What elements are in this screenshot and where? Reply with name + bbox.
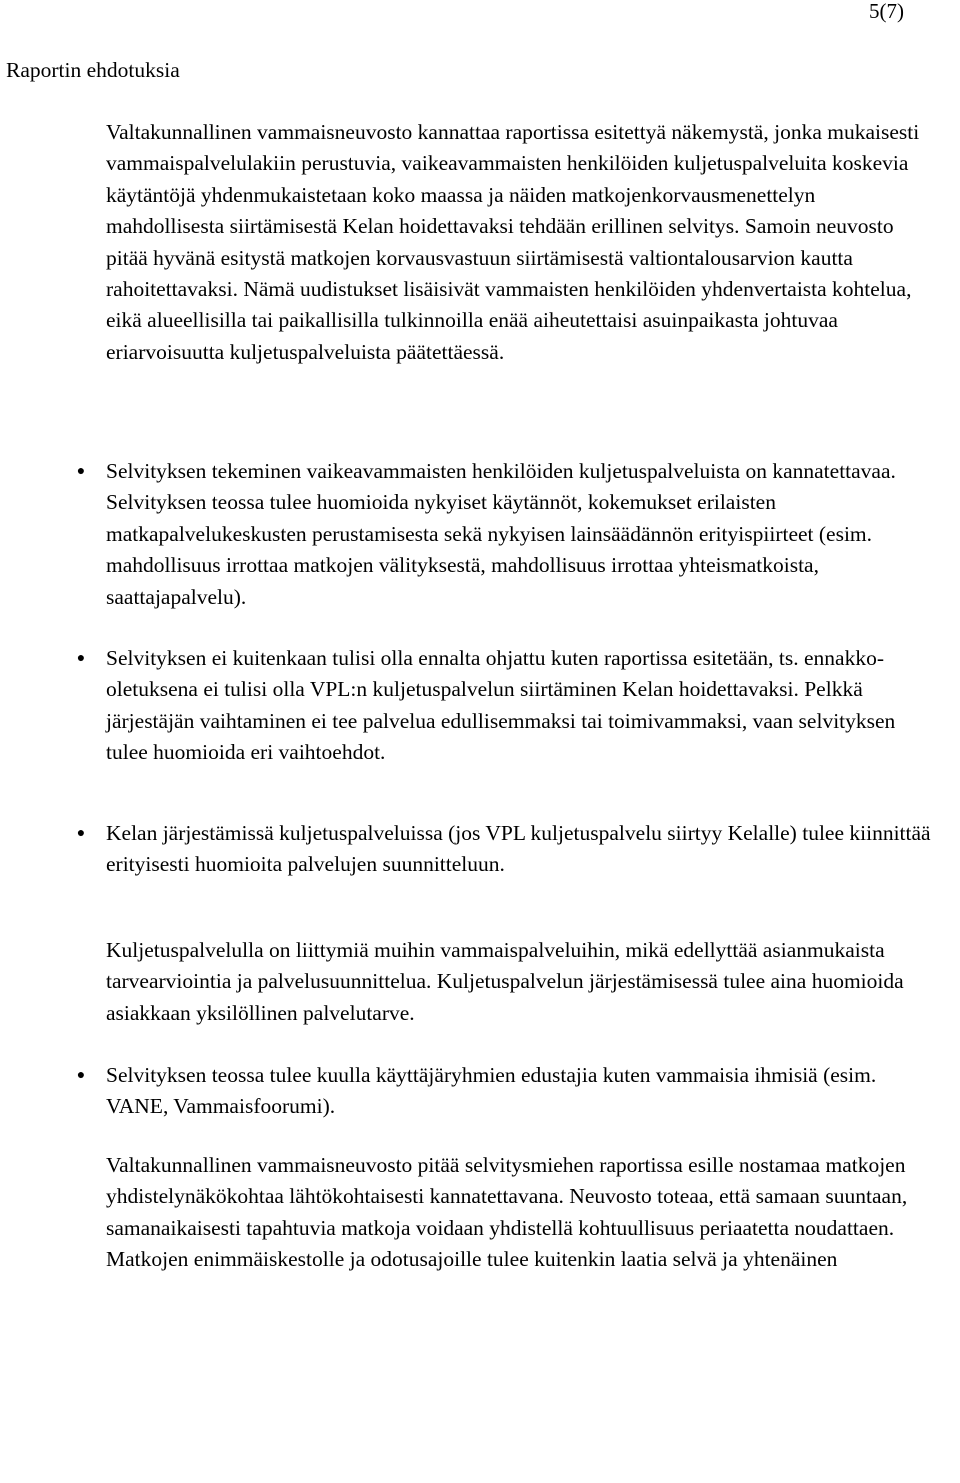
bullet-item-2	[76, 643, 936, 769]
bullet-item-1	[76, 456, 936, 613]
bullet-dot-icon: ●	[76, 1068, 86, 1083]
bullet-item-3	[76, 818, 936, 881]
bullet-text: Kelan järjestämissä kuljetuspalveluissa (jos VPL kuljetuspalvelu siirtyy Kelalle) tulee kiinnittää erityisesti huomioita palvelujen suunnitteluun.	[106, 821, 931, 877]
page-number: 5(7)	[869, 0, 904, 23]
paragraph-3: Valtakunnallinen vammaisneuvosto pitää selvitysmiehen raportissa esille nostamaa matkojen yhdistelynäkökohtaa lähtökohtaisesti kannatettavana. Neuvosto toteaa, että samaan suuntaan, samanaikaisesti tapahtuvia matkoja voidaan yhdistellä kohtuullisuus periaatetta noudattaen. Matkojen enimmäiskestolle ja odotusajoille tulee kuitenkin laatia selvä ja yhtenäinen	[106, 1153, 908, 1272]
paragraph-2: Kuljetuspalvelulla on liittymiä muihin vammaispalveluihin, mikä edellyttää asianmukaista tarvearviointia ja palvelusuunnittelua. Kuljetuspalvelun järjestämisessä tulee aina huomioida asiakkaan yksilöllinen palvelutarve.	[106, 938, 904, 1025]
bullet-text: Selvityksen ei kuitenkaan tulisi olla ennalta ohjattu kuten raportissa esitetään, ts. ennakko-oletuksena ei tulisi olla VPL:n kuljetuspalvelun siirtäminen Kelan hoidettavaksi. Pelkkä järjestäjän vaihtaminen ei tee palvelua edullisemmaksi tai toimivammaksi, vaan selvityksen tulee huomioida eri vaihtoehdot.	[106, 646, 896, 765]
bullet-item-4	[76, 1060, 936, 1123]
section-heading: Raportin ehdotuksia	[6, 58, 180, 82]
bullet-dot-icon: ●	[76, 826, 86, 841]
bullet-text: Selvityksen tekeminen vaikeavammaisten henkilöiden kuljetuspalveluista on kannatettavaa. Selvityksen teossa tulee huomioida nykyiset käytännöt, kokemukset erilaisten matkapalvelukeskusten perustamisesta sekä nykyisen lainsäädännön erityispiirteet (esim. mahdollisuus irrottaa matkojen välityksestä, mahdollisuus irrottaa yhteismatkoista, saattajapalvelu).	[106, 459, 896, 609]
paragraph-1: Valtakunnallinen vammaisneuvosto kannattaa raportissa esitettyä näkemystä, jonka mukaisesti vammaispalvelulakiin perustuvia, vaikeavammaisten henkilöiden kuljetuspalveluita koskevia käytäntöjä yhdenmukaistetaan koko maassa ja näiden matkojenkorvausmenettelyn mahdollisesta siirtämisestä Kelan hoidettavaksi tehdään erillinen selvitys. Samoin neuvosto pitää hyvänä esitystä matkojen korvausvastuun siirtämisestä valtiontalousarvion kautta rahoitettavaksi. Nämä uudistukset lisäisivät vammaisten henkilöiden yhdenvertaista kohtelua, eikä alueellisilla tai paikallisilla tulkinnoilla enää aiheutettaisi asuinpaikasta johtuvaa eriarvoisuutta kuljetuspalveluista päätettäessä.	[106, 120, 920, 364]
bullet-dot-icon: ●	[76, 651, 86, 666]
bullet-text: Selvityksen teossa tulee kuulla käyttäjäryhmien edustajia kuten vammaisia ihmisiä (esim. VANE, Vammaisfoorumi).	[106, 1063, 877, 1119]
bullet-dot-icon: ●	[76, 464, 86, 479]
